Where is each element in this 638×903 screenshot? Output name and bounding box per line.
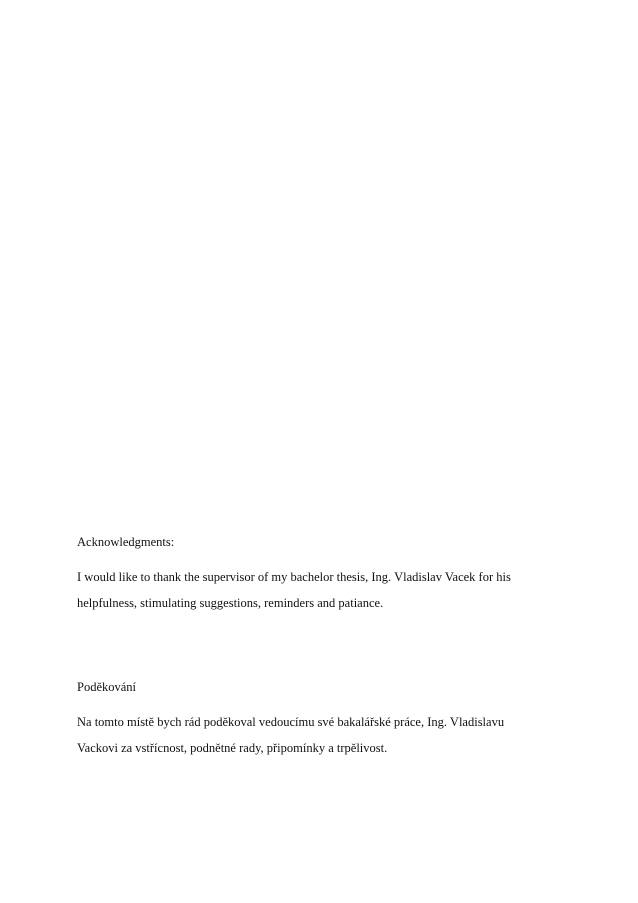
paragraph-line: helpfulness, stimulating suggestions, reminders and patiance. bbox=[77, 596, 384, 610]
acknowledgments-heading: Acknowledgments: bbox=[77, 535, 175, 549]
podekovani-paragraph bbox=[77, 709, 557, 761]
podekovani-heading: Poděkování bbox=[77, 680, 137, 694]
paragraph-line: Vackovi za vstřícnost, podnětné rady, připomínky a trpělivost. bbox=[77, 741, 388, 755]
acknowledgments-english-section bbox=[77, 534, 557, 616]
paragraph-line: Na tomto místě bych rád poděkoval vedoucímu své bakalářské práce, Ing. Vladislavu bbox=[77, 715, 505, 729]
paragraph-line: I would like to thank the supervisor of my bachelor thesis, Ing. Vladislav Vacek for his bbox=[77, 570, 511, 584]
acknowledgments-czech-section bbox=[77, 679, 557, 761]
acknowledgments-paragraph bbox=[77, 564, 557, 616]
